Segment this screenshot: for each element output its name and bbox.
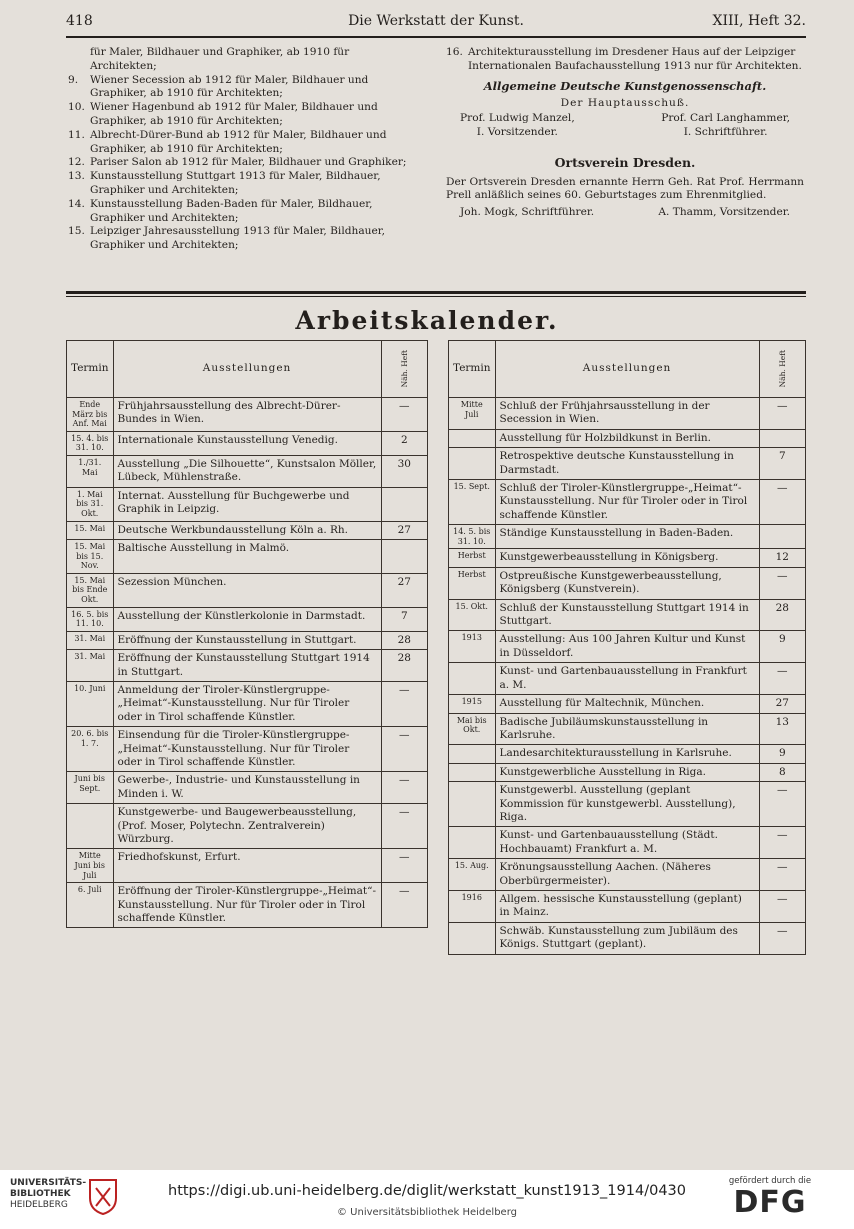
termin-cell: Mitte Juli: [449, 398, 496, 430]
table-row: [449, 448, 806, 480]
table-row: [67, 650, 428, 682]
heft-cell: 28: [381, 650, 427, 682]
table-row: [67, 681, 428, 726]
top-left-column: [68, 46, 418, 253]
exhibition-cell: Ausstellung der Künstlerkolonie in Darmstadt.: [113, 607, 381, 631]
col-header-ausstellungen: Ausstellungen: [113, 341, 381, 398]
list-item: 16. Architekturausstellung im Dresdener Haus auf der Leipziger Internationalen Baufachausstellung 1913 nur für Architekten.: [446, 46, 802, 72]
termin-cell: 15. Sept.: [449, 480, 496, 525]
termin-cell: 1./31. Mai: [67, 455, 114, 487]
table-row: [449, 599, 806, 631]
heft-cell: —: [759, 567, 805, 599]
table-row: [449, 429, 806, 447]
exhibition-cell: Deutsche Werkbundausstellung Köln a. Rh.: [113, 521, 381, 539]
termin-cell: 15. 4. bis 31. 10.: [67, 431, 114, 455]
exhibition-cell: Einsendung für die Tiroler-Künstlergruppe-„Heimat“-Kunstausstellung. Nur für Tiroler oder in Tirol schaffende Künstler.: [113, 727, 381, 772]
list-item: für Maler, Bildhauer und Graphiker, ab 1910 für Architekten;: [90, 46, 350, 72]
termin-cell: 31. Mai: [67, 631, 114, 649]
committee-label: Der Hauptausschuß.: [560, 97, 690, 110]
table-row: [67, 573, 428, 607]
table-row: [449, 782, 806, 827]
termin-cell: Herbst: [449, 549, 496, 567]
table-row: [449, 827, 806, 859]
exhibition-cell: Ausstellung „Die Silhouette“, Kunstsalon Möller, Lübeck, Mühlenstraße.: [113, 455, 381, 487]
heft-cell: —: [381, 398, 427, 432]
heft-cell: [759, 525, 805, 549]
exhibition-cell: Baltische Ausstellung in Malmö.: [113, 539, 381, 573]
heft-cell: 8: [759, 763, 805, 781]
heft-cell: 27: [381, 521, 427, 539]
section-rule: [66, 291, 806, 294]
termin-cell: [67, 804, 114, 849]
table-row: [449, 745, 806, 763]
calendar-title: Arbeitskalender.: [295, 306, 559, 335]
termin-cell: [449, 663, 496, 695]
termin-cell: 31. Mai: [67, 650, 114, 682]
table-row: [449, 695, 806, 713]
exhibition-cell: Kunstgewerbliche Ausstellung in Riga.: [495, 763, 759, 781]
table-row: [67, 521, 428, 539]
calendar-table-right: [448, 340, 806, 955]
list-item: 11. Albrecht-Dürer-Bund ab 1912 für Maler, Bildhauer und Graphiker, ab 1910 für Architekten;: [68, 128, 387, 155]
heft-cell: [381, 487, 427, 521]
heft-cell: —: [759, 922, 805, 954]
termin-cell: Juni bis Sept.: [67, 772, 114, 804]
exhibition-cell: Schluß der Frühjahrsausstellung in der Secession in Wien.: [495, 398, 759, 430]
journal-title: Die Werkstatt der Kunst.: [348, 13, 524, 29]
termin-cell: 1. Mai bis 31. Okt.: [67, 487, 114, 521]
termin-cell: [449, 745, 496, 763]
termin-cell: [449, 782, 496, 827]
table-row: [67, 398, 428, 432]
exhibition-cell: Ausstellung für Maltechnik, München.: [495, 695, 759, 713]
exhibition-cell: Kunst- und Gartenbauausstellung in Frankfurt a. M.: [495, 663, 759, 695]
table-row: [67, 539, 428, 573]
termin-cell: 1913: [449, 631, 496, 663]
dfg-logo: gefördert durch die DFG: [728, 1176, 812, 1220]
termin-cell: [449, 922, 496, 954]
heft-cell: —: [381, 681, 427, 726]
heft-cell: —: [381, 804, 427, 849]
termin-cell: Mitte Juni bis Juli: [67, 849, 114, 883]
termin-cell: [449, 763, 496, 781]
heft-cell: 27: [759, 695, 805, 713]
exhibition-cell: Krönungsausstellung Aachen. (Näheres Oberbürgermeister).: [495, 859, 759, 891]
exhibition-cell: Sezession München.: [113, 573, 381, 607]
termin-cell: 15. Mai bis Ende Okt.: [67, 573, 114, 607]
termin-cell: 6. Juli: [67, 883, 114, 928]
exhibition-cell: Landesarchitekturausstellung in Karlsruhe.: [495, 745, 759, 763]
termin-cell: 1915: [449, 695, 496, 713]
col-header-termin: Termin: [67, 341, 114, 398]
heft-cell: [759, 429, 805, 447]
section-rule: [66, 296, 806, 297]
exhibition-list: [68, 46, 418, 253]
exhibition-cell: Ständige Kunstausstellung in Baden-Baden.: [495, 525, 759, 549]
termin-cell: 15. Mai: [67, 521, 114, 539]
termin-cell: [449, 448, 496, 480]
exhibition-cell: Friedhofskunst, Erfurt.: [113, 849, 381, 883]
termin-cell: 15. Mai bis 15. Nov.: [67, 539, 114, 573]
exhibition-cell: Allgem. hessische Kunstausstellung (geplant) in Mainz.: [495, 890, 759, 922]
exhibition-cell: Badische Jubiläumskunstausstellung in Karlsruhe.: [495, 713, 759, 745]
page-number: 418: [66, 13, 93, 29]
list-item: 12. Pariser Salon ab 1912 für Maler, Bildhauer und Graphiker;: [68, 156, 407, 169]
heft-cell: —: [759, 480, 805, 525]
section-heading: Allgemeine Deutsche Kunstgenossenschaft.: [483, 78, 767, 93]
termin-cell: [449, 827, 496, 859]
table-row: [67, 849, 428, 883]
exhibition-cell: Schluß der Kunstausstellung Stuttgart 1914 in Stuttgart.: [495, 599, 759, 631]
table-row: [449, 663, 806, 695]
exhibition-cell: Internationale Kunstausstellung Venedig.: [113, 431, 381, 455]
termin-cell: Mai bis Okt.: [449, 713, 496, 745]
heft-cell: —: [759, 782, 805, 827]
termin-cell: 1916: [449, 890, 496, 922]
table-row: [449, 859, 806, 891]
exhibition-cell: Gewerbe-, Industrie- und Kunstausstellung in Minden i. W.: [113, 772, 381, 804]
heft-cell: —: [759, 859, 805, 891]
permalink-url[interactable]: https://digi.ub.uni-heidelberg.de/diglit/werkstatt_kunst1913_1914/0430: [168, 1183, 686, 1199]
termin-cell: 10. Juni: [67, 681, 114, 726]
header-rule: [66, 36, 806, 38]
col-header-ausstellungen: Ausstellungen: [495, 341, 759, 398]
heft-cell: —: [759, 663, 805, 695]
termin-cell: [449, 429, 496, 447]
exhibition-cell: Kunst- und Gartenbauausstellung (Städt. Hochbauamt) Frankfurt a. M.: [495, 827, 759, 859]
list-item: 9. Wiener Secession ab 1912 für Maler, Bildhauer und Graphiker, ab 1910 für Architekten;: [68, 73, 369, 100]
exhibition-cell: Internat. Ausstellung für Buchgewerbe und Graphik in Leipzig.: [113, 487, 381, 521]
heft-cell: —: [759, 827, 805, 859]
section-heading: Ortsverein Dresden.: [554, 154, 696, 170]
exhibition-cell: Frühjahrsausstellung des Albrecht-Dürer-Bundes in Wien.: [113, 398, 381, 432]
heft-cell: 30: [381, 455, 427, 487]
col-header-heft: Näh. Heft: [759, 341, 805, 398]
heft-cell: 27: [381, 573, 427, 607]
running-header: [66, 13, 806, 33]
list-item: 14. Kunstausstellung Baden-Baden für Maler, Bildhauer, Graphiker und Architekten;: [68, 197, 373, 224]
termin-cell: 15. Okt.: [449, 599, 496, 631]
table-row: [449, 890, 806, 922]
table-row: [67, 455, 428, 487]
heft-cell: —: [381, 883, 427, 928]
heft-cell: 9: [759, 631, 805, 663]
signature-block: Joh. Mogk, Schriftführer. A. Thamm, Vorsitzender.: [460, 206, 790, 219]
calendar-table-left: [66, 340, 428, 928]
col-header-termin: Termin: [449, 341, 496, 398]
table-row: [67, 487, 428, 521]
heft-cell: —: [381, 849, 427, 883]
termin-cell: Ende März bis Anf. Mai: [67, 398, 114, 432]
termin-cell: 16. 5. bis 11. 10.: [67, 607, 114, 631]
exhibition-cell: Kunstgewerbeausstellung in Königsberg.: [495, 549, 759, 567]
exhibition-cell: Ausstellung für Holzbildkunst in Berlin.: [495, 429, 759, 447]
heft-cell: —: [759, 890, 805, 922]
termin-cell: 20. 6. bis 1. 7.: [67, 727, 114, 772]
table-row: [67, 804, 428, 849]
exhibition-cell: Kunstgewerbe- und Baugewerbeausstellung, (Prof. Moser, Polytechn. Zentralverein) Würzburg.: [113, 804, 381, 849]
table-row: [449, 763, 806, 781]
heft-cell: [381, 539, 427, 573]
termin-cell: Herbst: [449, 567, 496, 599]
signature-block: Prof. Ludwig Manzel, I. Vorsitzender. Prof. Carl Langhammer, I. Schriftführer.: [460, 112, 790, 138]
table-row: [67, 883, 428, 928]
exhibition-cell: Eröffnung der Kunstausstellung in Stuttgart.: [113, 631, 381, 649]
viewer-footer: [0, 1170, 854, 1229]
list-item: 10. Wiener Hagenbund ab 1912 für Maler, Bildhauer und Graphiker, ab 1910 für Architekten;: [68, 101, 378, 127]
heft-cell: 28: [381, 631, 427, 649]
top-right-column: [446, 46, 804, 220]
heft-cell: 12: [759, 549, 805, 567]
exhibition-cell: Schluß der Tiroler-Künstlergruppe-„Heimat“-Kunstausstellung. Nur für Tiroler oder in Tirol schaffende Künstler.: [495, 480, 759, 525]
heft-cell: 7: [381, 607, 427, 631]
table-row: [67, 727, 428, 772]
exhibition-cell: Eröffnung der Kunstausstellung Stuttgart 1914 in Stuttgart.: [113, 650, 381, 682]
exhibition-cell: Ostpreußische Kunstgewerbeausstellung, Königsberg (Kunstverein).: [495, 567, 759, 599]
table-row: [67, 431, 428, 455]
issue-label: XIII, Heft 32.: [712, 13, 806, 29]
library-logo: UNIVERSITÄTS- BIBLIOTHEK HEIDELBERG: [10, 1178, 87, 1210]
heft-cell: —: [381, 727, 427, 772]
table-row: [449, 922, 806, 954]
heft-cell: 13: [759, 713, 805, 745]
heft-cell: 2: [381, 431, 427, 455]
copyright-note: © Universitätsbibliothek Heidelberg: [336, 1207, 517, 1218]
heft-cell: —: [381, 772, 427, 804]
list-item: 15. Leipziger Jahresausstellung 1913 für Maler, Bildhauer, Graphiker und Architekten;: [68, 225, 385, 252]
table-row: [449, 398, 806, 430]
table-row: [449, 631, 806, 663]
heft-cell: 28: [759, 599, 805, 631]
paragraph: Der Ortsverein Dresden ernannte Herrn Geh. Rat Prof. Herrmann Prell anläßlich seines 60. Geburtstages zum Ehrenmitglied.: [446, 175, 804, 202]
table-row: [449, 567, 806, 599]
table-row: [67, 631, 428, 649]
table-row: [67, 772, 428, 804]
exhibition-cell: Eröffnung der Tiroler-Künstlergruppe-„Heimat“-Kunstausstellung. Nur für Tiroler oder in Tirol schaffende Künstler.: [113, 883, 381, 928]
exhibition-cell: Anmeldung der Tiroler-Künstlergruppe-„Heimat“-Kunstausstellung. Nur für Tiroler oder in Tirol schaffende Künstler.: [113, 681, 381, 726]
table-row: [67, 607, 428, 631]
list-item: 13. Kunstausstellung Stuttgart 1913 für Maler, Bildhauer, Graphiker und Architekten;: [68, 170, 381, 196]
termin-cell: 14. 5. bis 31. 10.: [449, 525, 496, 549]
exhibition-cell: Kunstgewerbl. Ausstellung (geplant Kommission für kunstgewerbl. Ausstellung), Riga.: [495, 782, 759, 827]
heft-cell: 9: [759, 745, 805, 763]
exhibition-cell: Schwäb. Kunstausstellung zum Jubiläum des Königs. Stuttgart (geplant).: [495, 922, 759, 954]
exhibition-cell: Ausstellung: Aus 100 Jahren Kultur und Kunst in Düsseldorf.: [495, 631, 759, 663]
table-row: [449, 549, 806, 567]
table-row: [449, 525, 806, 549]
heft-cell: 7: [759, 448, 805, 480]
exhibition-cell: Retrospektive deutsche Kunstausstellung in Darmstadt.: [495, 448, 759, 480]
termin-cell: 15. Aug.: [449, 859, 496, 891]
heft-cell: —: [759, 398, 805, 430]
col-header-heft: Näh. Heft: [381, 341, 427, 398]
table-row: [449, 480, 806, 525]
table-row: [449, 713, 806, 745]
